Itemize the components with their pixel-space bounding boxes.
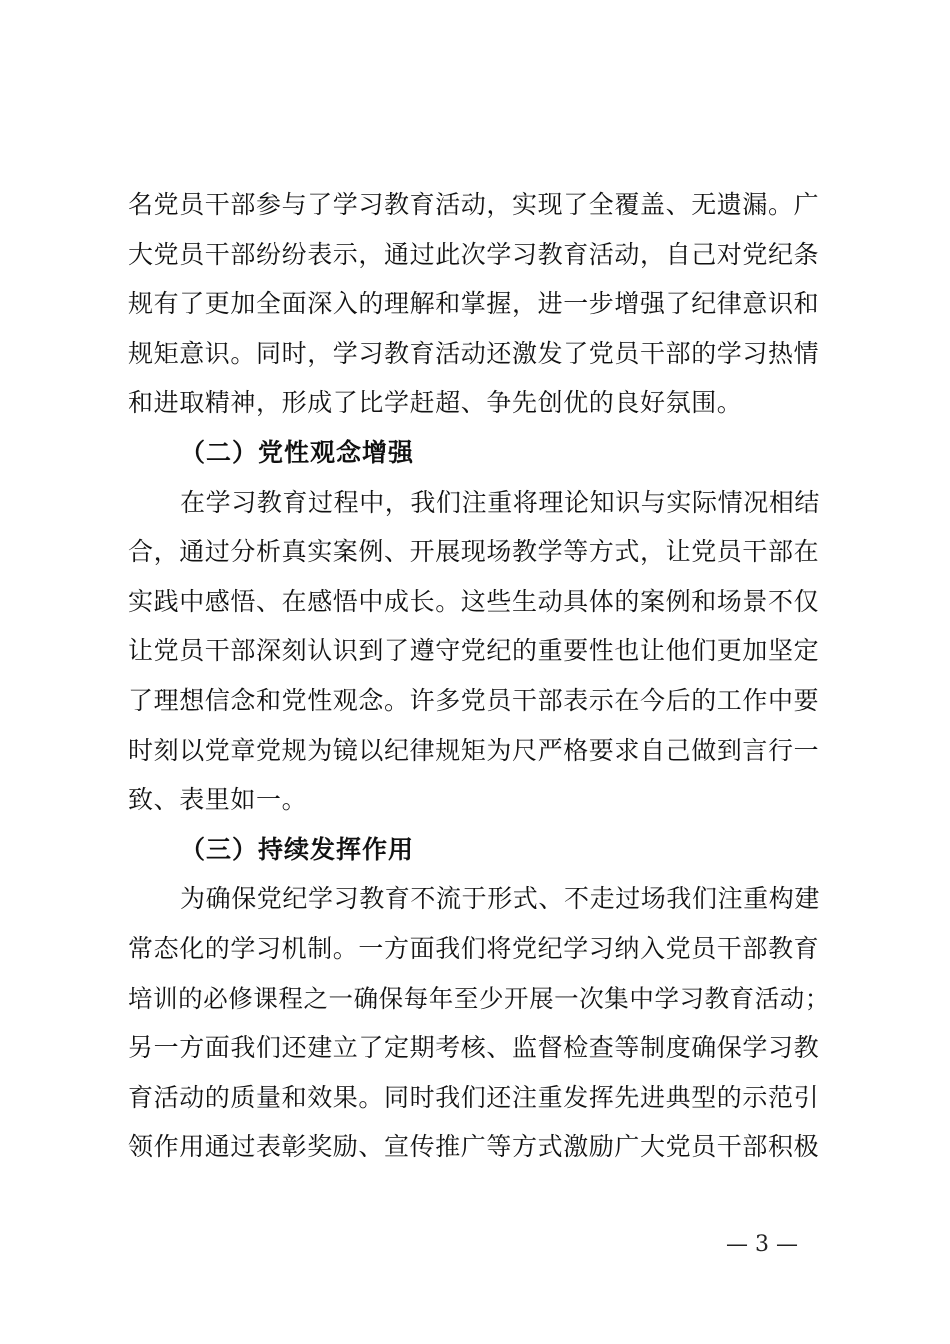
text-line: 时刻以党章党规为镜以纪律规矩为尺严格要求自己做到言行一 [128, 735, 820, 765]
text-line: 大党员干部纷纷表示，通过此次学习教育活动，自己对党纪条 [128, 239, 820, 269]
page-number: — 3 — [726, 1232, 798, 1257]
section-heading-3: （三）持续发挥作用 [180, 834, 415, 864]
text-line: 在学习教育过程中，我们注重将理论知识与实际情况相结 [180, 487, 821, 517]
section-heading-2: （二）党性观念增强 [180, 437, 415, 467]
text-line: 常态化的学习机制。一方面我们将党纪学习纳入党员干部教育 [128, 933, 820, 963]
text-line: 致、表里如一。 [128, 785, 308, 815]
text-line: 领作用通过表彰奖励、宣传推广等方式激励广大党员干部积极 [128, 1132, 820, 1162]
text-line: 规矩意识。同时，学习教育活动还激发了党员干部的学习热情 [128, 338, 820, 368]
text-line: 和进取精神，形成了比学赶超、争先创优的良好氛围。 [128, 388, 743, 418]
text-line: 合，通过分析真实案例、开展现场教学等方式，让党员干部在 [128, 537, 820, 567]
text-line: 名党员干部参与了学习教育活动，实现了全覆盖、无遗漏。广 [128, 190, 820, 219]
text-line: 让党员干部深刻认识到了遵守党纪的重要性也让他们更加坚定 [128, 636, 820, 666]
text-line: 另一方面我们还建立了定期考核、监督检查等制度确保学习教 [128, 1033, 820, 1063]
text-line: 为确保党纪学习教育不流于形式、不走过场我们注重构建 [180, 884, 821, 914]
text-line: 实践中感悟、在感悟中成长。这些生动具体的案例和场景不仅 [128, 586, 820, 616]
document-body [128, 180, 830, 1172]
text-line: 育活动的质量和效果。同时我们还注重发挥先进典型的示范引 [128, 1082, 820, 1112]
text-line: 了理想信念和党性观念。许多党员干部表示在今后的工作中要 [128, 685, 820, 715]
text-line: 培训的必修课程之一确保每年至少开展一次集中学习教育活动； [128, 983, 830, 1013]
text-line: 规有了更加全面深入的理解和掌握，进一步增强了纪律意识和 [128, 289, 820, 319]
